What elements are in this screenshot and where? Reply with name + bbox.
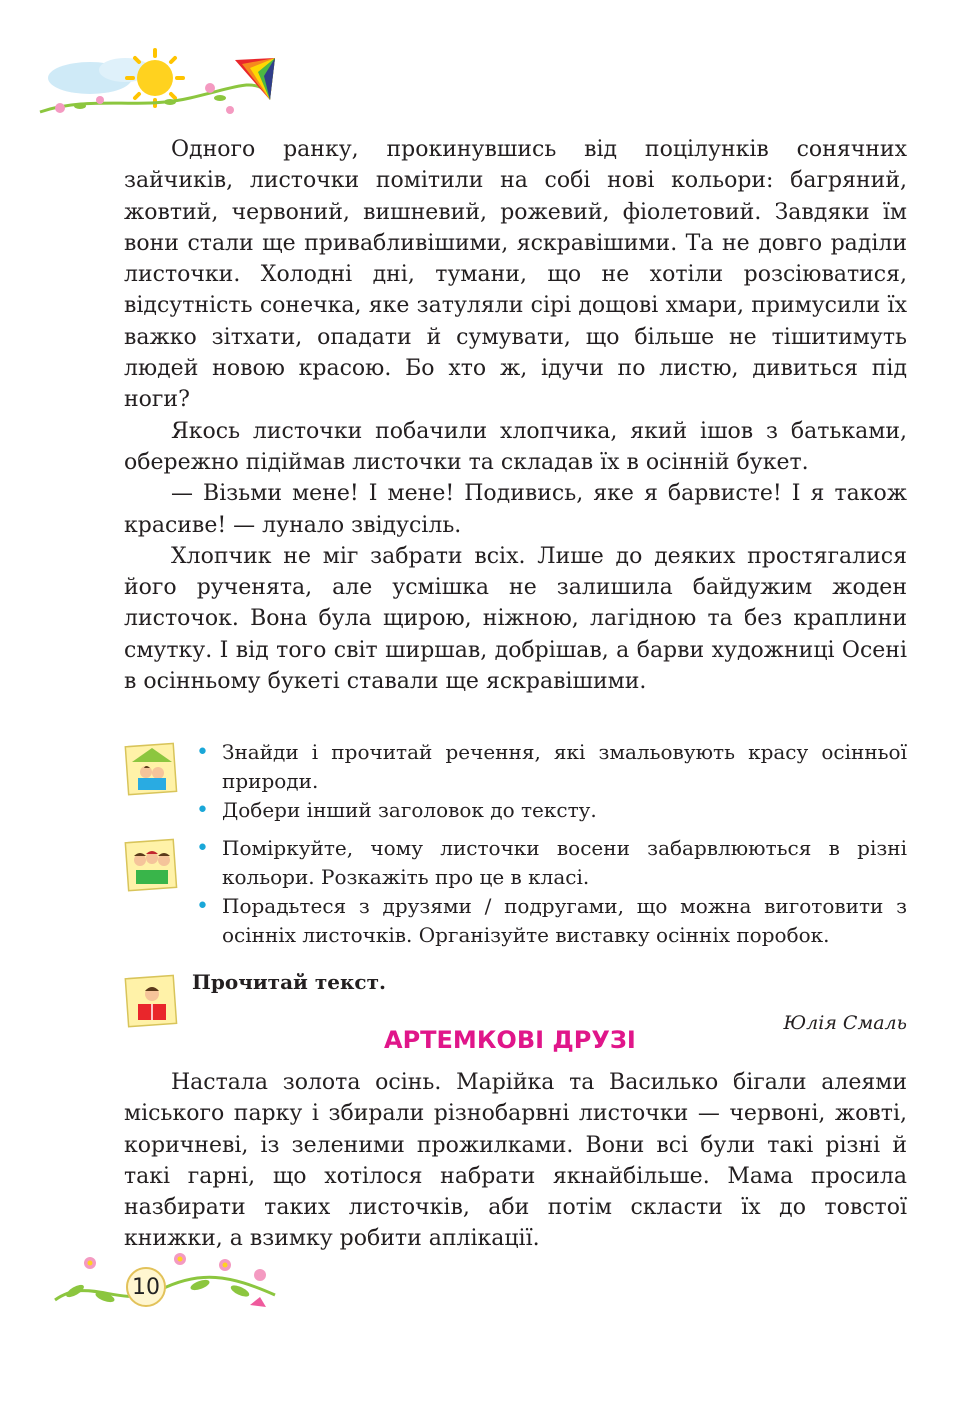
task-2-item-2: • Порадьтеся з друзями / подругами, що можна виготовити з осінніх листочків. Організуйте виставку осінніх поробок. xyxy=(194,892,907,950)
author-name: Юлія Смаль xyxy=(783,1012,907,1034)
task-1-item-1: • Знайди і прочитай речення, які змальовують красу осінньої природи. xyxy=(194,738,907,796)
kids-reading-together-icon xyxy=(124,742,180,798)
second-story-text xyxy=(124,1067,907,1255)
task-block-2 xyxy=(124,834,907,950)
story-text xyxy=(124,134,907,697)
sun-rainbow-kite-decoration-icon xyxy=(30,40,290,140)
read-instruction: Прочитай текст. xyxy=(192,970,386,994)
page-number: 10 xyxy=(126,1267,166,1307)
story-paragraph-4: Хлопчик не міг забрати всіх. Лише до деяких простягалися його рученята, але усмішка не залишила байдужим жоден листочок. Вона була щирою, ніжною, лагідною та без краплини смутку. І від того світ ширшав, добрішав, а барви художниці Осені в осінньому букеті ставали ще яскравішими. xyxy=(124,543,907,695)
task-2-item-1: • Поміркуйте, чому листочки восени забарвлюються в різні кольори. Розкажіть про це в класі. xyxy=(194,834,907,892)
child-reading-book-icon xyxy=(124,974,180,1030)
task-1-item-2: • Добери інший заголовок до тексту. xyxy=(194,796,907,825)
story-paragraph-2: Якось листочки побачили хлопчика, який ішов з батьками, обережно підіймав листочки та складав їх в осінній букет. xyxy=(124,418,907,475)
story-paragraph-1: Одного ранку, прокинувшись від поцілунків сонячних зайчиків, листочки помітили на собі нові кольори: багряний, жовтий, червоний, вишневий, рожевий, фіолетовий. Завдяки їм вони стали ще привабливішими, яскравішими. Та не довго раділи листочки. Холодні дні, тумани, що не хотіли розсіюватися, відсутність сонечка, яке затуляли сірі дощові хмари, примусили їх важко зітхати, опадати й сумувати, що більше не тішитимуть людей новою красою. Бо хто ж, ідучи по листю, дивиться під ноги? xyxy=(124,137,907,413)
task-block-1 xyxy=(124,738,907,825)
story-paragraph-3: — Візьми мене! І мене! Подивись, яке я барвисте! І я також красиве! — лунало звідусіль. xyxy=(124,481,907,538)
second-story-paragraph: Настала золота осінь. Марійка та Василько бігали алеями міського парку і збирали різнобарвні листочки — червоні, жовті, коричневі, із зеленими прожилками. Вони всі були такі різні й такі гарні, що хотілося набрати якнайбільше. Мама просила назбирати таких листочків, аби потім скласти їх до товстої книжки, а взимку робити аплікації. xyxy=(124,1070,907,1252)
group-of-children-icon xyxy=(124,838,180,894)
story-title: АРТЕМКОВІ ДРУЗІ xyxy=(384,1026,636,1054)
